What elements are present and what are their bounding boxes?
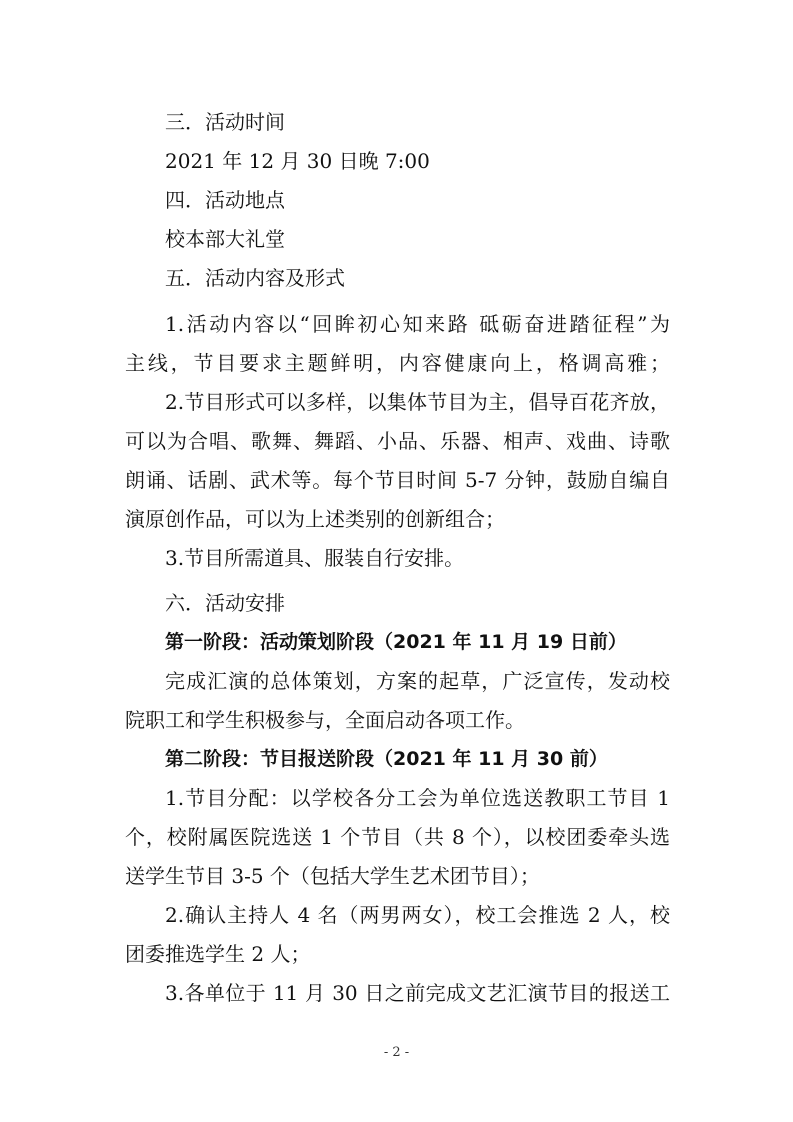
phase-1-heading: 第一阶段：活动策划阶段（2021 年 11 月 19 日前） <box>165 631 627 653</box>
section-heading-place: 四．活动地点 <box>165 188 285 212</box>
content-item-2-line-4: 演原创作品，可以为上述类别的创新组合； <box>125 507 505 531</box>
content-item-2-line-1: 2.节目形式可以多样，以集体节目为主，倡导百花齐放， <box>165 390 670 414</box>
content-item-1-line-1: 1.活动内容以“回眸初心知来路 砥砺奋进踏征程”为 <box>165 312 670 336</box>
phase-1-line-1: 完成汇演的总体策划，方案的起草，广泛宣传，发动校 <box>165 669 670 693</box>
phase-2-item-1-line-2: 个，校附属医院选送 1 个节目（共 8 个），以校团委牵头选 <box>125 825 670 849</box>
phase-2-item-3-line-1: 3.各单位于 11 月 30 日之前完成文艺汇演节目的报送工 <box>165 981 670 1005</box>
phase-2-item-2-line-1: 2.确认主持人 4 名（两男两女），校工会推选 2 人，校 <box>165 903 670 927</box>
content-item-2-line-2: 可以为合唱、歌舞、舞蹈、小品、乐器、相声、戏曲、诗歌 <box>125 429 670 453</box>
section-heading-content: 五．活动内容及形式 <box>165 266 345 290</box>
phase-2-item-1-line-1: 1.节目分配：以学校各分工会为单位选送教职工节目 1 <box>165 786 670 810</box>
phase-2-item-2-line-2: 团委推选学生 2 人； <box>125 942 311 966</box>
activity-time-text: 2021 年 12 月 30 日晚 7:00 <box>165 149 430 173</box>
content-item-2-line-3: 朗诵、话剧、武术等。每个节目时间 5-7 分钟，鼓励自编自 <box>125 468 670 492</box>
section-heading-time: 三．活动时间 <box>165 110 285 134</box>
phase-1-line-2: 院职工和学生积极参与，全面启动各项工作。 <box>125 708 525 732</box>
content-item-3: 3.节目所需道具、服装自行安排。 <box>165 546 465 570</box>
phase-2-item-1-line-3: 送学生节目 3-5 个（包括大学生艺术团节目）； <box>125 864 540 888</box>
section-heading-schedule: 六．活动安排 <box>165 591 285 615</box>
page-number: - 2 - <box>383 1045 410 1060</box>
activity-place-text: 校本部大礼堂 <box>165 227 285 251</box>
phase-2-heading: 第二阶段：节目报送阶段（2021 年 11 月 30 前） <box>165 748 608 770</box>
content-item-1-line-2: 主线，节目要求主题鲜明，内容健康向上，格调高雅； <box>125 351 670 375</box>
